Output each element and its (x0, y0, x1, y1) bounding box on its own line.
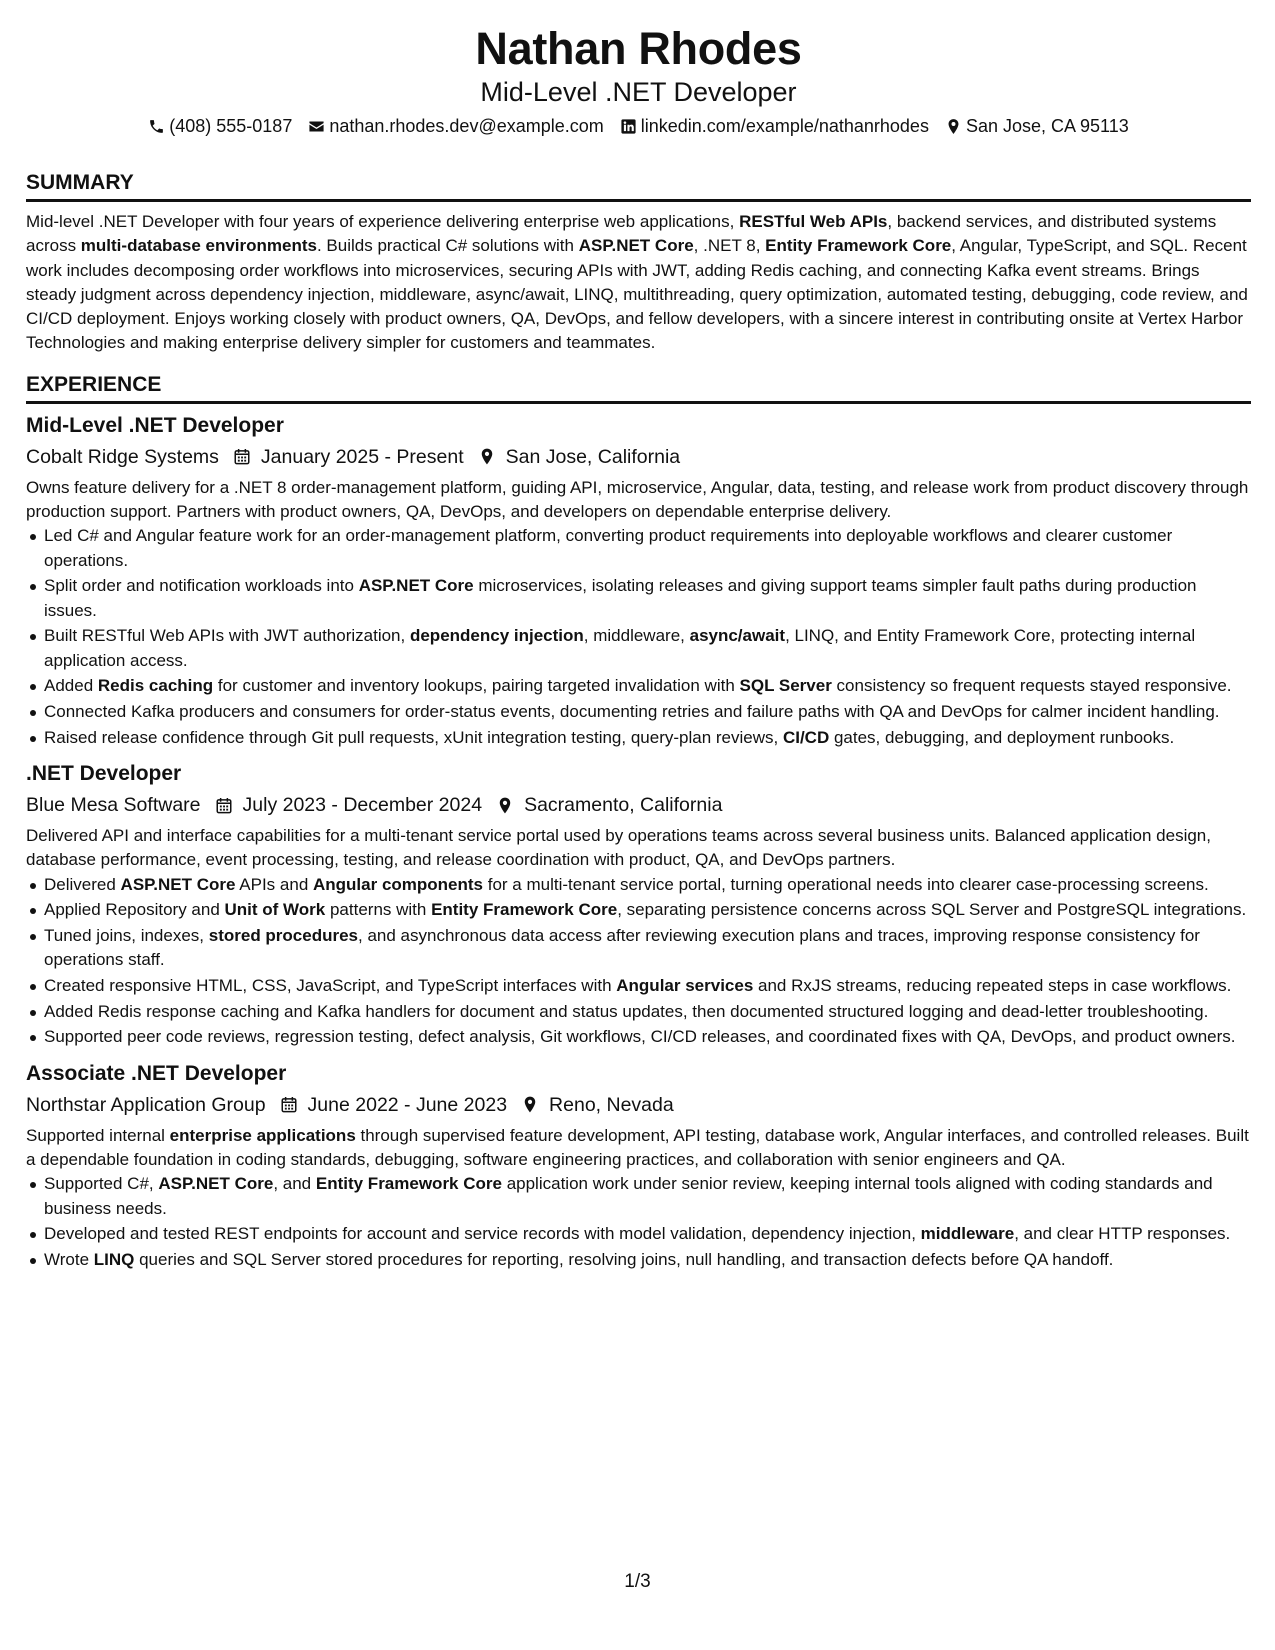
bold-keyword: RESTful Web APIs (739, 212, 888, 231)
bullet-item (44, 1248, 1251, 1272)
summary-text (26, 210, 1251, 356)
bullet-item (44, 974, 1251, 998)
experience-heading: EXPERIENCE (26, 372, 162, 396)
summary-divider (26, 199, 1251, 202)
text-run: , and asynchronous data access after reviewing execution plans and traces, improving response consistency for operations staff. (44, 925, 1200, 970)
text-run: , and (273, 1174, 316, 1194)
job-entry (26, 1060, 1251, 1273)
bullet-item (44, 1000, 1251, 1024)
text-run: , and clear HTTP responses. (1014, 1224, 1231, 1244)
summary-heading: SUMMARY (26, 171, 134, 194)
company-name: Cobalt Ridge Systems (26, 445, 219, 468)
text-run: patterns with (325, 900, 432, 920)
contact-email[interactable] (308, 112, 603, 140)
text-run: through supervised feature development, API testing, database work, Angular interfaces, and controlled releases. Built a dependable foundation in coding standards, debugging, software engineering practices, and collaboration with senior engineers and QA. (26, 1125, 1249, 1169)
summary-section (26, 168, 1251, 356)
experience-section (26, 370, 1251, 1272)
text-run: Added (44, 676, 98, 696)
job-description (26, 1124, 1251, 1173)
bullet-item (44, 1222, 1251, 1246)
text-run: Supported internal (26, 1125, 170, 1145)
bullet-item (44, 700, 1251, 724)
bullet-item (44, 1025, 1251, 1049)
job-meta (26, 790, 1251, 820)
candidate-title: Mid-Level .NET Developer (480, 77, 797, 107)
bullet-item (44, 873, 1251, 897)
page-number: 1/3 (624, 1571, 651, 1592)
map-pin-icon (478, 447, 496, 466)
envelope-icon (308, 118, 325, 135)
company-name: Blue Mesa Software (26, 794, 201, 816)
job-bullets (26, 524, 1251, 750)
job-entry (26, 760, 1251, 1050)
bold-keyword: dependency injection (409, 626, 584, 646)
bold-keyword: ASP.NET Core (358, 576, 474, 596)
bold-keyword: Unit of Work (224, 900, 326, 920)
job-meta (26, 442, 1251, 472)
map-pin-icon (521, 1095, 539, 1114)
text-run: for a multi-tenant service portal, turning operational needs into clearer case-processing screens. (483, 874, 1209, 894)
text-run: Connected Kafka producers and consumers for order-status events, documenting retries and failure paths with QA and DevOps for calmer incident handling. (44, 702, 1220, 722)
bullet-item (44, 624, 1251, 673)
job-description: Owns feature delivery for a .NET 8 order-management platform, guiding API, microservice, Angular, data, testing, and release work from product discovery through production support. Partners with product owners, QA, DevOps, and developers on dependable enterprise delivery. (26, 477, 1249, 522)
text-run: . Builds practical C# solutions with (316, 236, 579, 256)
text-run: Tuned joins, indexes, (44, 925, 209, 945)
bullet-item (44, 674, 1251, 698)
calendar-icon (233, 447, 251, 466)
text-run: , Angular, TypeScript, and SQL. Recent work includes decomposing order workflows into microservices, securing APIs with JWT, adding Redis caching, and connecting Kafka event streams. Brings steady judgment across dependency injection, middleware, async/await, LINQ, multithreading, query optimization, automated testing, debugging, code review, and CI/CD deployment. Enjoys working closely with product owners, QA, DevOps, and fellow developers, with a sincere interest in contributing onsite at Vertex Harbor Technologies and making enterprise delivery simpler for customers and teammates. (26, 236, 1248, 353)
text-run: microservices, isolating releases and giving support teams simpler fault paths during production issues. (44, 576, 1197, 620)
bold-keyword: CI/CD (782, 727, 830, 747)
contact-linkedin[interactable] (620, 112, 929, 140)
bullet-item (44, 524, 1251, 573)
contact-linkedin-text: linkedin.com/example/nathanrhodes (640, 116, 929, 136)
text-run: queries and SQL Server stored procedures for reporting, resolving joins, null handling, and transaction defects before QA handoff. (134, 1249, 1114, 1269)
bold-keyword: Entity Framework Core (431, 900, 618, 920)
text-run: gates, debugging, and deployment runbooks. (829, 727, 1175, 747)
bullet-item (44, 924, 1251, 973)
job-dates: June 2022 - June 2023 (307, 1093, 508, 1116)
bullet-item (44, 898, 1251, 922)
text-run: Supported peer code reviews, regression testing, defect analysis, Git workflows, CI/CD releases, and coordinated fixes with QA, DevOps, and product owners. (44, 1027, 1236, 1047)
text-run: Built RESTful Web APIs with JWT authorization, (44, 626, 410, 646)
job-dates: July 2023 - December 2024 (242, 794, 483, 816)
experience-divider (26, 401, 1251, 404)
job-description: Delivered API and interface capabilities for a multi-tenant service portal used by operations teams across several business units. Balanced application design, database performance, event processing, testing, and release coordination with product, QA, and DevOps partners. (26, 826, 1211, 870)
bullet-item (44, 574, 1251, 623)
text-run: Wrote (44, 1249, 94, 1269)
text-run: Added Redis response caching and Kafka handlers for document and status updates, then documented structured logging and dead-letter troubleshooting. (44, 1001, 1209, 1021)
text-run: , backend services, and distributed systems across (26, 212, 1217, 256)
bold-keyword: ASP.NET Core (158, 1174, 274, 1194)
bullet-item (44, 726, 1251, 750)
job-location: Reno, Nevada (549, 1093, 674, 1116)
text-run: , .NET 8, (693, 236, 766, 256)
text-run: and RxJS streams, reducing repeated steps in case workflows. (753, 975, 1232, 995)
linkedin-icon (620, 118, 637, 135)
text-run: Raised release confidence through Git pull requests, xUnit integration testing, query-plan reviews, (44, 727, 783, 747)
job-meta (26, 1090, 1251, 1120)
contact-bar (26, 112, 1251, 140)
bold-keyword: middleware (920, 1224, 1015, 1244)
bold-keyword: Entity Framework Core (765, 236, 952, 256)
job-bullets (26, 873, 1251, 1050)
map-pin-icon (945, 118, 962, 135)
contact-location-text: San Jose, CA 95113 (965, 116, 1129, 136)
text-run: Supported C#, (44, 1174, 159, 1194)
bold-keyword: stored procedures (208, 925, 359, 945)
bullet-item (44, 1172, 1251, 1221)
text-run: Developed and tested REST endpoints for account and service records with model validation, dependency injection, (44, 1224, 921, 1244)
bold-keyword: enterprise applications (169, 1125, 356, 1145)
company-name: Northstar Application Group (26, 1093, 266, 1116)
text-run: , LINQ, and Entity Framework Core, protecting internal application access. (44, 626, 1196, 670)
candidate-name: Nathan Rhodes (475, 23, 802, 74)
phone-icon (148, 118, 165, 135)
bold-keyword: Angular services (616, 975, 754, 995)
text-run: , middleware, (583, 626, 690, 646)
text-run: Mid-level .NET Developer with four years of experience delivering enterprise web applications, (26, 212, 740, 231)
text-run: Split order and notification workloads into (44, 576, 359, 596)
text-run: Applied Repository and (44, 900, 225, 920)
text-run: Created responsive HTML, CSS, JavaScript, and TypeScript interfaces with (44, 975, 617, 995)
contact-location (945, 112, 1129, 140)
bold-keyword: ASP.NET Core (120, 874, 236, 894)
job-title: Associate .NET Developer (26, 1061, 287, 1085)
job-location: Sacramento, California (524, 794, 723, 816)
job-title: Mid-Level .NET Developer (26, 413, 284, 437)
bold-keyword: ASP.NET Core (578, 236, 694, 256)
job-dates: January 2025 - Present (260, 445, 464, 468)
bold-keyword: async/await (689, 626, 786, 646)
contact-phone-text: (408) 555-0187 (169, 116, 293, 136)
text-run: , separating persistence concerns across SQL Server and PostgreSQL integrations. (617, 900, 1247, 920)
text-run: consistency so frequent requests stayed responsive. (831, 676, 1232, 696)
text-run: Delivered (44, 874, 121, 894)
calendar-icon (215, 796, 233, 815)
calendar-icon (280, 1095, 298, 1114)
bold-keyword: Entity Framework Core (315, 1174, 502, 1194)
contact-phone[interactable] (148, 112, 292, 140)
contact-email-text: nathan.rhodes.dev@example.com (329, 116, 604, 136)
text-run: for customer and inventory lookups, pairing targeted invalidation with (213, 676, 740, 696)
map-pin-icon (496, 796, 514, 815)
job-title: .NET Developer (26, 762, 182, 785)
text-run: APIs and (235, 874, 313, 894)
job-location: San Jose, California (505, 445, 681, 468)
job-bullets (26, 1172, 1251, 1272)
bold-keyword: Angular components (313, 874, 484, 894)
bold-keyword: Redis caching (97, 676, 214, 696)
bold-keyword: LINQ (93, 1249, 135, 1269)
bold-keyword: SQL Server (739, 676, 832, 696)
text-run: Led C# and Angular feature work for an order-management platform, converting product requirements into deployable workflows and clearer customer operations. (44, 526, 1173, 570)
job-entry (26, 412, 1251, 750)
resume-page (26, 22, 1251, 1282)
text-run: application work under senior review, keeping internal tools aligned with coding standards and business needs. (44, 1174, 1213, 1218)
bold-keyword: multi-database environments (80, 236, 317, 256)
